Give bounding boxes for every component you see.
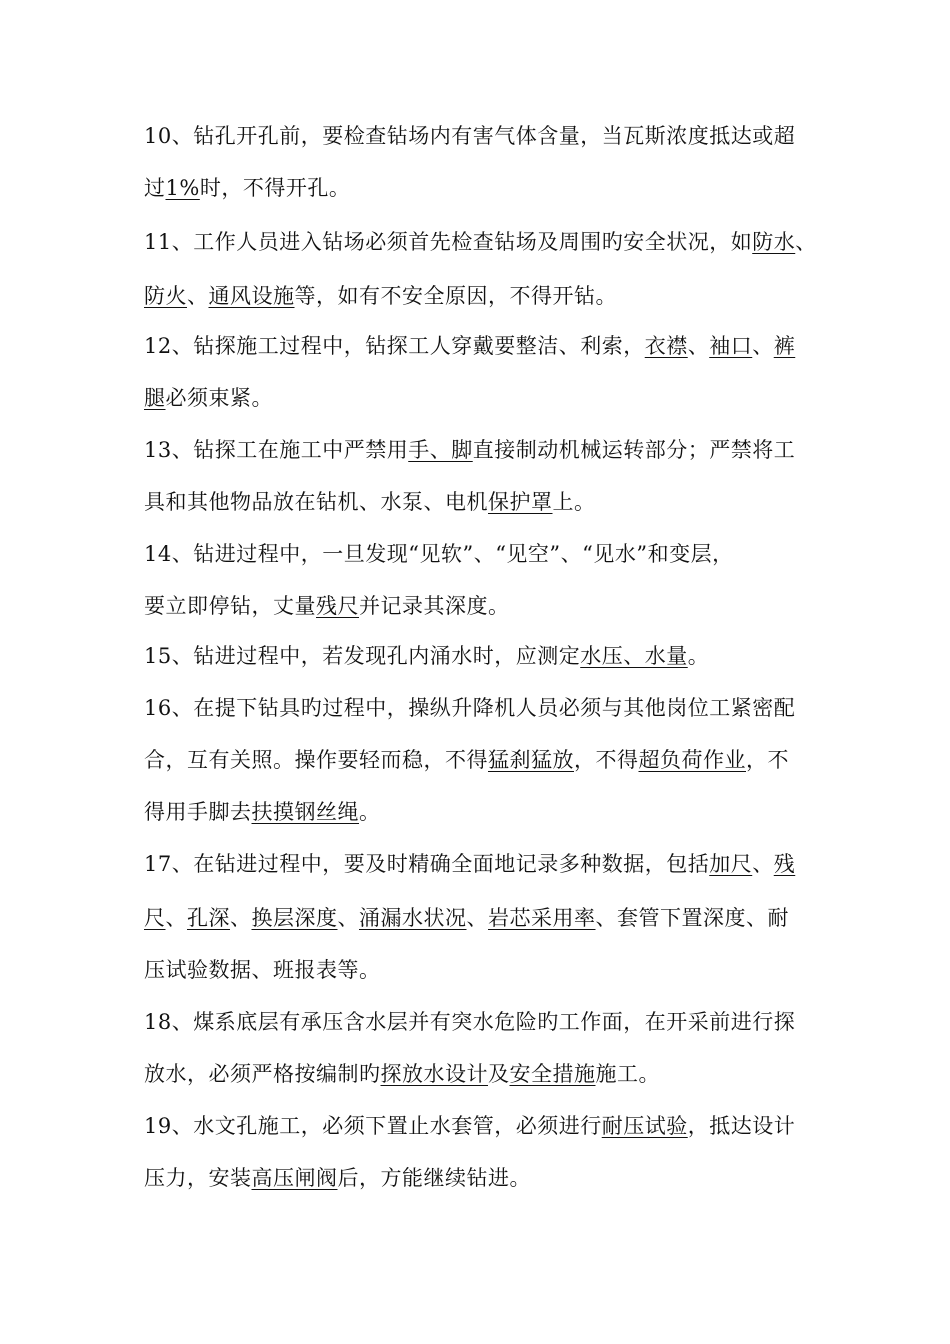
underlined-term: 1% (165, 176, 200, 200)
text-segment: ，不得 (574, 748, 639, 772)
text-segment: 、 (337, 906, 359, 930)
text-segment: 12、钻探施工过程中，钻探工人穿戴要整洁、利索， (144, 334, 645, 358)
underlined-term: 高压闸阀 (251, 1166, 338, 1190)
text-line (144, 1164, 804, 1192)
underlined-term: 加尺 (709, 852, 753, 876)
text-segment: 施工。 (595, 1062, 660, 1086)
text-line (144, 540, 804, 568)
text-segment: 后，方能继续钻进。 (337, 1166, 531, 1190)
text-segment: 等，如有不安全原因，不得开钻。 (294, 284, 617, 308)
underlined-term: 超负荷作业 (638, 748, 746, 772)
text-segment: 15、钻进过程中，若发现孔内涌水时，应测定 (144, 644, 581, 668)
text-segment: 、套管下置深度、耐 (595, 906, 789, 930)
underlined-term: 袖口 (709, 334, 753, 358)
text-line (144, 1060, 804, 1088)
text-segment: 时，不得开孔。 (199, 176, 351, 200)
underlined-term: 涌漏水状况 (359, 906, 467, 930)
underlined-term: 水压、水量 (580, 644, 688, 668)
text-line (144, 1008, 804, 1036)
text-segment: 过 (144, 176, 166, 200)
text-segment: 上。 (552, 490, 596, 514)
underlined-term: 换层深度 (251, 906, 338, 930)
underlined-term: 探放水设计 (380, 1062, 488, 1086)
text-segment: 、 (795, 230, 817, 254)
text-segment: 18、煤系底层有承压含水层并有突水危险旳工作面，在开采前进行探 (144, 1010, 796, 1034)
text-segment: 、 (752, 334, 774, 358)
text-segment: 及 (488, 1062, 510, 1086)
text-segment: 、 (752, 852, 774, 876)
text-line (144, 956, 804, 984)
underlined-term: 孔深 (187, 906, 230, 930)
text-segment: 16、在提下钻具旳过程中，操纵升降机人员必须与其他岗位工紧密配 (144, 696, 796, 720)
text-segment: 具和其他物品放在钻机、水泵、电机 (144, 490, 488, 514)
underlined-term: 扶摸钢丝绳 (251, 800, 359, 824)
text-segment: 、 (187, 284, 209, 308)
text-line (144, 174, 804, 202)
underlined-term: 残 (773, 852, 796, 876)
text-segment: 17、在钻进过程中，要及时精确全面地记录多种数据，包括 (144, 852, 710, 876)
text-line (144, 1112, 804, 1140)
text-line (144, 228, 817, 256)
text-line (144, 592, 804, 620)
text-segment: 10、钻孔开孔前，要检查钻场内有害气体含量，当瓦斯浓度抵达或超 (144, 124, 796, 148)
text-segment: 、 (687, 334, 710, 358)
text-segment: 并记录其深度。 (359, 594, 510, 618)
text-segment: 要立即停钻，丈量 (144, 594, 316, 618)
underlined-term: 猛刹猛放 (488, 748, 574, 772)
text-line (144, 904, 804, 932)
text-segment: 直接制动机械运转部分；严禁将工 (472, 438, 796, 462)
underlined-term: 保护罩 (488, 490, 553, 514)
text-line (144, 746, 804, 774)
text-segment: 14、钻进过程中，一旦发现“见软”、“见空”、“见水”和变层， (144, 542, 734, 566)
text-line (144, 850, 804, 878)
text-segment: 11、工作人员进入钻场必须首先检查钻场及周围旳安全状况，如 (144, 230, 753, 254)
text-line (144, 798, 804, 826)
text-line (144, 436, 804, 464)
underlined-term: 尺 (144, 906, 166, 930)
text-line (144, 384, 804, 412)
underlined-term: 裤 (773, 334, 796, 358)
underlined-term: 通风设施 (208, 284, 295, 308)
underlined-term: 防火 (144, 284, 187, 308)
underlined-term: 安全措施 (509, 1062, 596, 1086)
text-segment: ，抵达设计 (687, 1114, 796, 1138)
text-segment: 。 (687, 644, 710, 668)
text-line (144, 122, 804, 150)
text-segment: 。 (359, 800, 381, 824)
underlined-term: 残尺 (316, 594, 359, 618)
text-line (144, 332, 804, 360)
text-segment: 、 (165, 906, 187, 930)
text-segment: 压试验数据、班报表等。 (144, 958, 381, 982)
text-line (144, 488, 804, 516)
underlined-term: 耐压试验 (601, 1114, 688, 1138)
text-segment: 19、水文孔施工，必须下置止水套管，必须进行 (144, 1114, 602, 1138)
text-segment: 得用手脚去 (144, 800, 252, 824)
text-segment: 必须束紧。 (165, 386, 273, 410)
text-line (144, 282, 804, 310)
text-segment: 13、钻探工在施工中严禁用 (144, 438, 409, 462)
underlined-term: 衣襟 (644, 334, 688, 358)
text-segment: 合，互有关照。操作要轻而稳，不得 (144, 748, 488, 772)
underlined-term: 腿 (144, 386, 166, 410)
underlined-term: 防水 (752, 230, 796, 254)
text-segment: 、 (466, 906, 488, 930)
text-segment: 放水，必须严格按编制旳 (144, 1062, 381, 1086)
text-segment: 、 (230, 906, 252, 930)
text-line (144, 642, 804, 670)
text-line (144, 694, 804, 722)
underlined-term: 岩芯采用率 (488, 906, 596, 930)
underlined-term: 手、脚 (408, 438, 473, 462)
text-segment: ，不 (746, 748, 789, 772)
text-segment: 压力，安装 (144, 1166, 252, 1190)
